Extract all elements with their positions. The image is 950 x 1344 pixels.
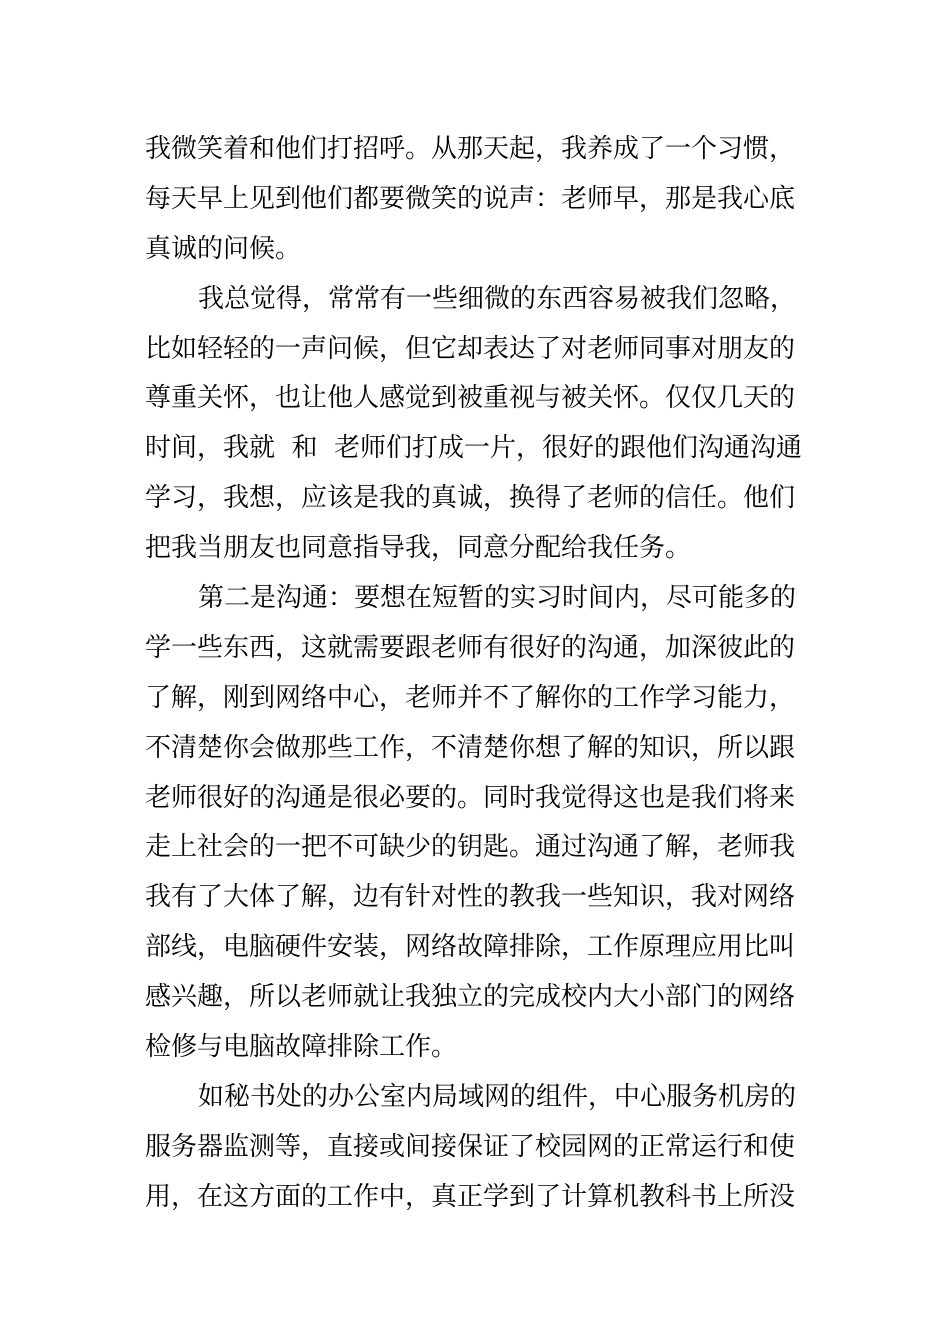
text-line: 老师很好的沟通是很必要的。同时我觉得这也是我们将来 <box>145 782 796 813</box>
text-line: 把我当朋友也同意指导我，同意分配给我任务。 <box>145 533 692 564</box>
text-line: 检修与电脑故障排除工作。 <box>145 1032 458 1063</box>
text-line: 不清楚你会做那些工作，不清楚你想了解的知识，所以跟 <box>145 732 796 763</box>
paragraph-2 <box>145 275 815 574</box>
text-line: 时间，我就 和 老师们打成一片，很好的跟他们沟通沟通 <box>145 433 803 464</box>
paragraph-4 <box>145 1073 815 1223</box>
text-line: 我有了大体了解，边有针对性的教我一些知识，我对网络 <box>145 882 796 913</box>
text-line: 如秘书处的办公室内局域网的组件，中心服务机房的 <box>198 1081 797 1112</box>
paragraph-1 <box>145 125 815 275</box>
text-line: 用，在这方面的工作中，真正学到了计算机教科书上所没 <box>145 1181 796 1212</box>
text-line: 真诚的问候。 <box>145 233 302 264</box>
text-line: 服务器监测等，直接或间接保证了校园网的正常运行和使 <box>145 1131 796 1162</box>
text-line: 了解，刚到网络中心，老师并不了解你的工作学习能力， <box>145 682 796 713</box>
text-line: 感兴趣，所以老师就让我独立的完成校内大小部门的网络 <box>145 982 796 1013</box>
text-line: 第二是沟通：要想在短暂的实习时间内，尽可能多的 <box>198 583 797 614</box>
text-line: 学习，我想，应该是我的真诚，换得了老师的信任。他们 <box>145 483 796 514</box>
text-line: 我总觉得，常常有一些细微的东西容易被我们忽略， <box>198 283 797 314</box>
text-line: 学一些东西，这就需要跟老师有很好的沟通，加深彼此的 <box>145 632 796 663</box>
text-line: 比如轻轻的一声问候，但它却表达了对老师同事对朋友的 <box>145 333 796 364</box>
text-line: 走上社会的一把不可缺少的钥匙。通过沟通了解，老师我 <box>145 832 796 863</box>
paragraph-3 <box>145 574 815 1073</box>
text-line: 尊重关怀，也让他人感觉到被重视与被关怀。仅仅几天的 <box>145 383 796 414</box>
body-text <box>145 125 815 1223</box>
text-line: 每天早上见到他们都要微笑的说声：老师早，那是我心底 <box>145 183 796 214</box>
text-line: 我微笑着和他们打招呼。从那天起，我养成了一个习惯， <box>145 134 796 164</box>
text-line: 部线，电脑硬件安装，网络故障排除，工作原理应用比叫 <box>145 932 796 963</box>
